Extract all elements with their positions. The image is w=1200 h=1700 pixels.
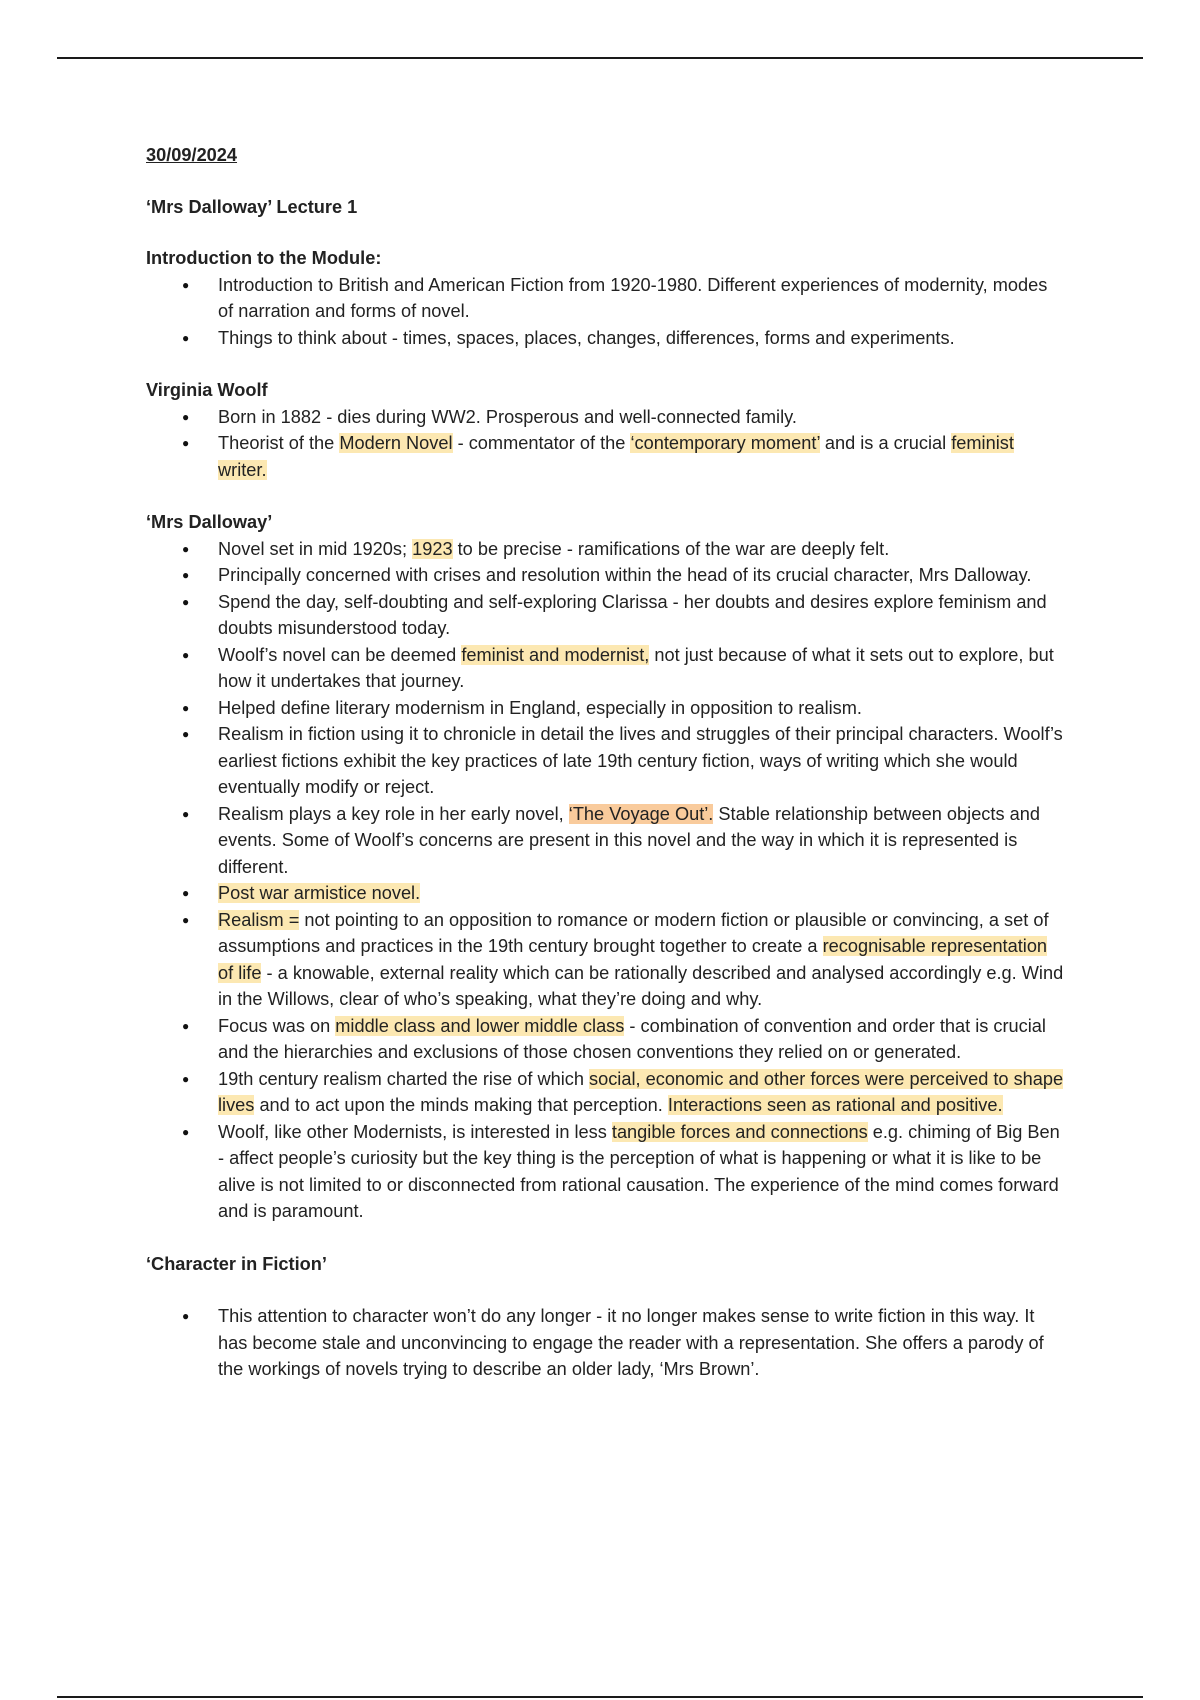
highlighted-text: Modern Novel — [339, 433, 453, 453]
notes-section — [146, 509, 1066, 1225]
bullet-list — [146, 1303, 1066, 1383]
notes-sections — [146, 245, 1066, 1383]
highlighted-text: Realism = — [218, 909, 300, 930]
bullet-item — [146, 404, 1066, 431]
section-heading: Introduction to the Module: — [146, 248, 382, 268]
bullet-list — [146, 404, 1066, 484]
bullet-text: 19th century realism charted the rise of which — [218, 1068, 589, 1089]
highlighted-text: ‘The Voyage Out’. — [568, 803, 714, 824]
bullet-text: and is a crucial — [819, 433, 952, 453]
highlighted-text: social, economic and other forces were perceived to shape lives — [218, 1068, 1064, 1115]
bullet-item — [146, 642, 1066, 695]
bullet-text: - combination of convention and order that is crucial and the hierarchies and exclusions of those chosen conventions they relied on or generated. — [218, 1015, 1046, 1062]
bullet-text: Novel set in mid 1920s; — [218, 538, 413, 559]
document-body — [146, 142, 1066, 1409]
highlighted-text: middle class and lower middle class — [335, 1015, 625, 1036]
bullet-text: Helped define literary modernism in England, especially in opposition to realism. — [218, 697, 862, 718]
bullet-text: Woolf, like other Modernists, is interested in less — [218, 1121, 612, 1142]
bullet-text: Focus was on — [218, 1015, 336, 1036]
notes-section — [146, 245, 1066, 351]
bottom-rule — [57, 1696, 1143, 1698]
top-rule — [57, 57, 1143, 59]
bullet-text: This attention to character won’t do any longer - it no longer makes sense to write fiction in this way. It has become stale and unconvincing to engage the reader with a representation. She offers a parody of the workings of novels trying to describe an older lady, ‘Mrs Brown’. — [218, 1306, 1044, 1379]
bullet-text: e.g. chiming of Big Ben - affect people’s curiosity but the key thing is the perception of what is happening or what it is like to be alive is not limited to or disconnected from rational causation. The experience of the mind comes forward and is paramount. — [218, 1121, 1060, 1221]
highlighted-text: ‘contemporary moment’ — [630, 433, 820, 453]
highlighted-text: feminist and modernist, — [461, 644, 650, 665]
bullet-text: Woolf’s novel can be deemed — [218, 644, 462, 665]
bullet-text: Realism in fiction using it to chronicle in detail the lives and struggles of their principal characters. Woolf’s earliest fictions exhibit the key practices of late 19th century fiction, ways of writing which she would eventually modify or reject. — [218, 724, 1063, 797]
highlighted-text: 1923 — [412, 538, 453, 559]
bullet-item — [146, 272, 1066, 325]
highlighted-text: tangible forces and connections — [611, 1121, 868, 1142]
bullet-text: Introduction to British and American Fiction from 1920-1980. Different experiences of modernity, modes of narration and forms of novel. — [218, 274, 1048, 321]
section-heading: ‘Character in Fiction’ — [146, 1253, 327, 1274]
bullet-item — [146, 562, 1066, 589]
bullet-item — [146, 589, 1066, 642]
bullet-text: Stable relationship between objects and events. Some of Woolf’s concerns are present in this novel and the way in which it is represented is different. — [218, 803, 1040, 877]
bullet-text: Theorist of the — [218, 433, 340, 453]
bullet-item — [146, 1119, 1066, 1225]
bullet-item — [146, 1303, 1066, 1383]
bullet-item — [146, 801, 1066, 881]
bullet-text: to be precise - ramifications of the war are deeply felt. — [452, 538, 890, 559]
section-heading: Virginia Woolf — [146, 380, 268, 400]
document-date: 30/09/2024 — [146, 145, 238, 165]
bullet-text: not pointing to an opposition to romance or modern fiction or plausible or convincing, a set of assumptions and practices in the 19th century brought together to create a — [218, 909, 1049, 956]
lecture-title: ‘Mrs Dalloway’ Lecture 1 — [146, 196, 358, 217]
bullet-text: Realism plays a key role in her early novel, — [218, 803, 569, 824]
notes-section — [146, 377, 1066, 483]
bullet-item — [146, 695, 1066, 722]
bullet-item — [146, 907, 1066, 1013]
highlighted-text: recognisable representation of life — [218, 936, 1048, 983]
bullet-item — [146, 325, 1066, 352]
bullet-item — [146, 536, 1066, 563]
bullet-list — [146, 272, 1066, 352]
section-heading: ‘Mrs Dalloway’ — [146, 512, 273, 532]
bullet-text: - a knowable, external reality which can be rationally described and analysed accordingly e.g. Wind in the Willows, clear of who’s speaking, what they’re doing and why. — [218, 962, 1064, 1009]
highlighted-text: feminist writer. — [218, 433, 1014, 480]
bullet-text: not just because of what it sets out to explore, but how it undertakes that journey. — [218, 644, 1054, 691]
bullet-item — [146, 1066, 1066, 1119]
bullet-list — [146, 536, 1066, 1225]
bullet-text: Things to think about - times, spaces, places, changes, differences, forms and experiments. — [218, 327, 955, 348]
bullet-text: Principally concerned with crises and resolution within the head of its crucial character, Mrs Dalloway. — [218, 565, 1032, 585]
bullet-item — [146, 1013, 1066, 1066]
highlighted-text: Post war armistice novel. — [218, 883, 421, 903]
bullet-text: and to act upon the minds making that perception. — [254, 1095, 668, 1115]
highlighted-text: Interactions seen as rational and positive. — [667, 1095, 1003, 1115]
bullet-item — [146, 430, 1066, 483]
bullet-text: - commentator of the — [452, 433, 631, 453]
bullet-text: Spend the day, self-doubting and self-exploring Clarissa - her doubts and desires explore feminism and doubts misunderstood today. — [218, 591, 1047, 638]
notes-section — [146, 1251, 1066, 1383]
bullet-item — [146, 721, 1066, 801]
bullet-item — [146, 880, 1066, 907]
bullet-text: Born in 1882 - dies during WW2. Prosperous and well-connected family. — [218, 406, 797, 427]
